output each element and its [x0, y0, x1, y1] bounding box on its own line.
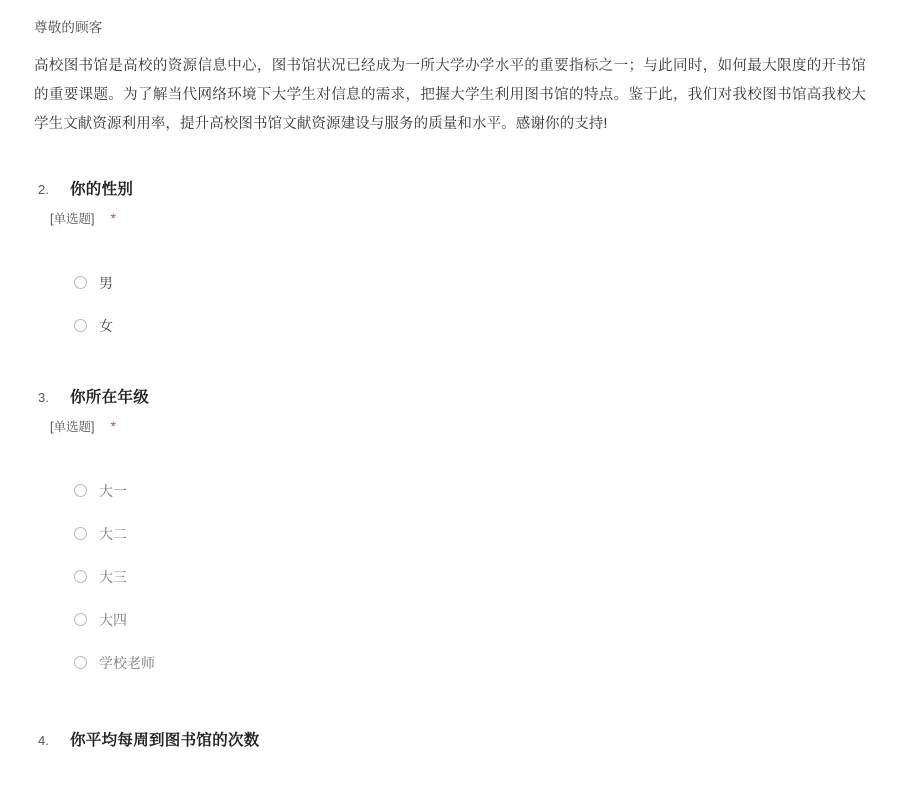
question-block-gender — [32, 177, 876, 347]
question-header — [32, 385, 876, 407]
question-number: 2. — [38, 182, 49, 197]
option-label: 女 — [99, 317, 113, 334]
question-block-grade — [32, 385, 876, 684]
question-title: 你的性别 — [70, 181, 134, 198]
option-item[interactable] — [74, 512, 876, 555]
option-item[interactable] — [74, 469, 876, 512]
radio-button-icon[interactable] — [74, 613, 87, 626]
survey-salutation: 尊敬的顾客 — [34, 20, 103, 35]
question-title: 你所在年级 — [70, 389, 150, 406]
option-label: 大二 — [99, 525, 127, 542]
option-label: 大一 — [99, 482, 127, 499]
option-label: 大四 — [99, 611, 127, 628]
question-number: 3. — [38, 390, 49, 405]
question-title: 你平均每周到图书馆的次数 — [70, 732, 260, 749]
option-item[interactable] — [74, 304, 876, 347]
radio-button-icon[interactable] — [74, 656, 87, 669]
question-type-label: [单选题] — [50, 212, 95, 226]
question-header — [32, 177, 876, 199]
option-label: 男 — [99, 274, 113, 291]
option-item[interactable] — [74, 555, 876, 598]
survey-intro-text: 高校图书馆是高校的资源信息中心，图书馆状况已经成为一所大学办学水平的重要指标之一；与此同时，如何最大限度的开书馆的重要课题。为了解当代网络环境下大学生对信息的需求，把握大学生利用图书馆的特点。鉴于此，我们对我校图书馆高我校大学生文献资源利用率，提升高校图书馆文献资源建设与服务的质量和水平。感谢你的支持! — [34, 58, 866, 132]
options-list — [32, 261, 876, 347]
option-item[interactable] — [74, 598, 876, 641]
options-list — [32, 469, 876, 684]
option-label: 学校老师 — [99, 654, 155, 671]
question-meta — [50, 417, 876, 435]
required-asterisk: * — [110, 210, 116, 226]
question-number: 4. — [38, 733, 49, 748]
option-label: 大三 — [99, 568, 127, 585]
radio-button-icon[interactable] — [74, 570, 87, 583]
option-item[interactable] — [74, 261, 876, 304]
required-asterisk: * — [110, 418, 116, 434]
option-item[interactable] — [74, 641, 876, 684]
radio-button-icon[interactable] — [74, 484, 87, 497]
radio-button-icon[interactable] — [74, 527, 87, 540]
radio-button-icon[interactable] — [74, 276, 87, 289]
radio-button-icon[interactable] — [74, 319, 87, 332]
question-block-library-visits — [32, 728, 876, 750]
question-meta — [50, 209, 876, 227]
question-type-label: [单选题] — [50, 420, 95, 434]
